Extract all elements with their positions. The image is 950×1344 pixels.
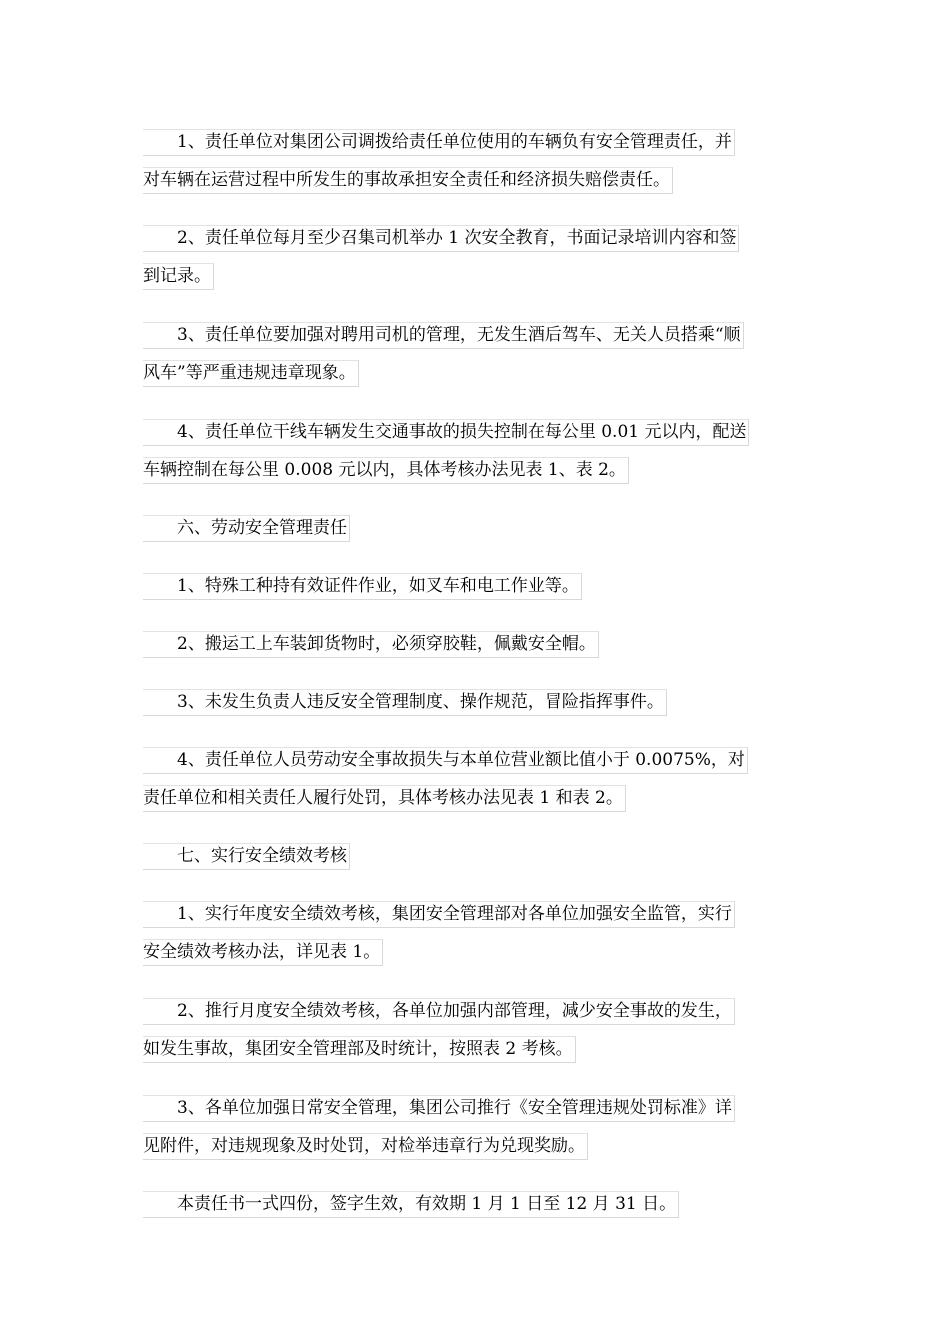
paragraph: [143, 895, 805, 971]
text-line: 2、推行月度安全绩效考核，各单位加强内部管理，减少安全事故的发生，: [143, 998, 735, 1025]
text-line: 3、未发生负责人违反安全管理制度、操作规范，冒险指挥事件。: [143, 689, 667, 716]
text-line: 1、实行年度安全绩效考核，集团安全管理部对各单位加强安全监管，实行: [143, 901, 735, 928]
text-line: 2、搬运工上车装卸货物时，必须穿胶鞋，佩戴安全帽。: [143, 631, 599, 658]
text-line: 见附件，对违规现象及时处罚，对检举违章行为兑现奖励。: [143, 1133, 588, 1160]
text-line: 到记录。: [143, 263, 214, 290]
paragraph: [143, 1089, 805, 1165]
paragraph: [143, 123, 805, 199]
text-line: 责任单位和相关责任人履行处罚，具体考核办法见表 1 和表 2。: [143, 785, 626, 812]
text-line: 1、特殊工种持有效证件作业，如叉车和电工作业等。: [143, 573, 582, 600]
text-line: 风车”等严重违规违章现象。: [143, 360, 359, 387]
heading-text: 七、实行安全绩效考核: [143, 843, 350, 870]
paragraph: [143, 992, 805, 1068]
paragraph: [143, 625, 805, 663]
text-line: 4、责任单位人员劳动安全事故损失与本单位营业额比值小于 0.0075%，对: [143, 747, 748, 774]
text-line: 2、责任单位每月至少召集司机举办 1 次安全教育，书面记录培训内容和签: [143, 225, 739, 252]
section-heading: [143, 509, 805, 547]
text-line: 车辆控制在每公里 0.008 元以内，具体考核办法见表 1、表 2。: [143, 457, 629, 484]
text-line: 对车辆在运营过程中所发生的事故承担安全责任和经济损失赔偿责任。: [143, 167, 673, 194]
closing-statement: [143, 1185, 805, 1223]
heading-text: 六、劳动安全管理责任: [143, 515, 350, 542]
text-line: 本责任书一式四份，签字生效，有效期 1 月 1 日至 12 月 31 日。: [143, 1191, 679, 1218]
text-line: 1、责任单位对集团公司调拨给责任单位使用的车辆负有安全管理责任，并: [143, 129, 735, 156]
paragraph: [143, 219, 805, 295]
paragraph: [143, 567, 805, 605]
paragraph: [143, 741, 805, 817]
text-line: 4、责任单位干线车辆发生交通事故的损失控制在每公里 0.01 元以内，配送: [143, 419, 749, 446]
paragraph: [143, 316, 805, 392]
paragraph: [143, 683, 805, 721]
text-line: 安全绩效考核办法，详见表 1。: [143, 939, 383, 966]
text-line: 如发生事故，集团安全管理部及时统计，按照表 2 考核。: [143, 1036, 576, 1063]
paragraph: [143, 413, 805, 489]
section-heading: [143, 837, 805, 875]
text-line: 3、各单位加强日常安全管理，集团公司推行《安全管理违规处罚标准》详: [143, 1095, 735, 1122]
text-line: 3、责任单位要加强对聘用司机的管理，无发生酒后驾车、无关人员搭乘“顺: [143, 322, 744, 349]
